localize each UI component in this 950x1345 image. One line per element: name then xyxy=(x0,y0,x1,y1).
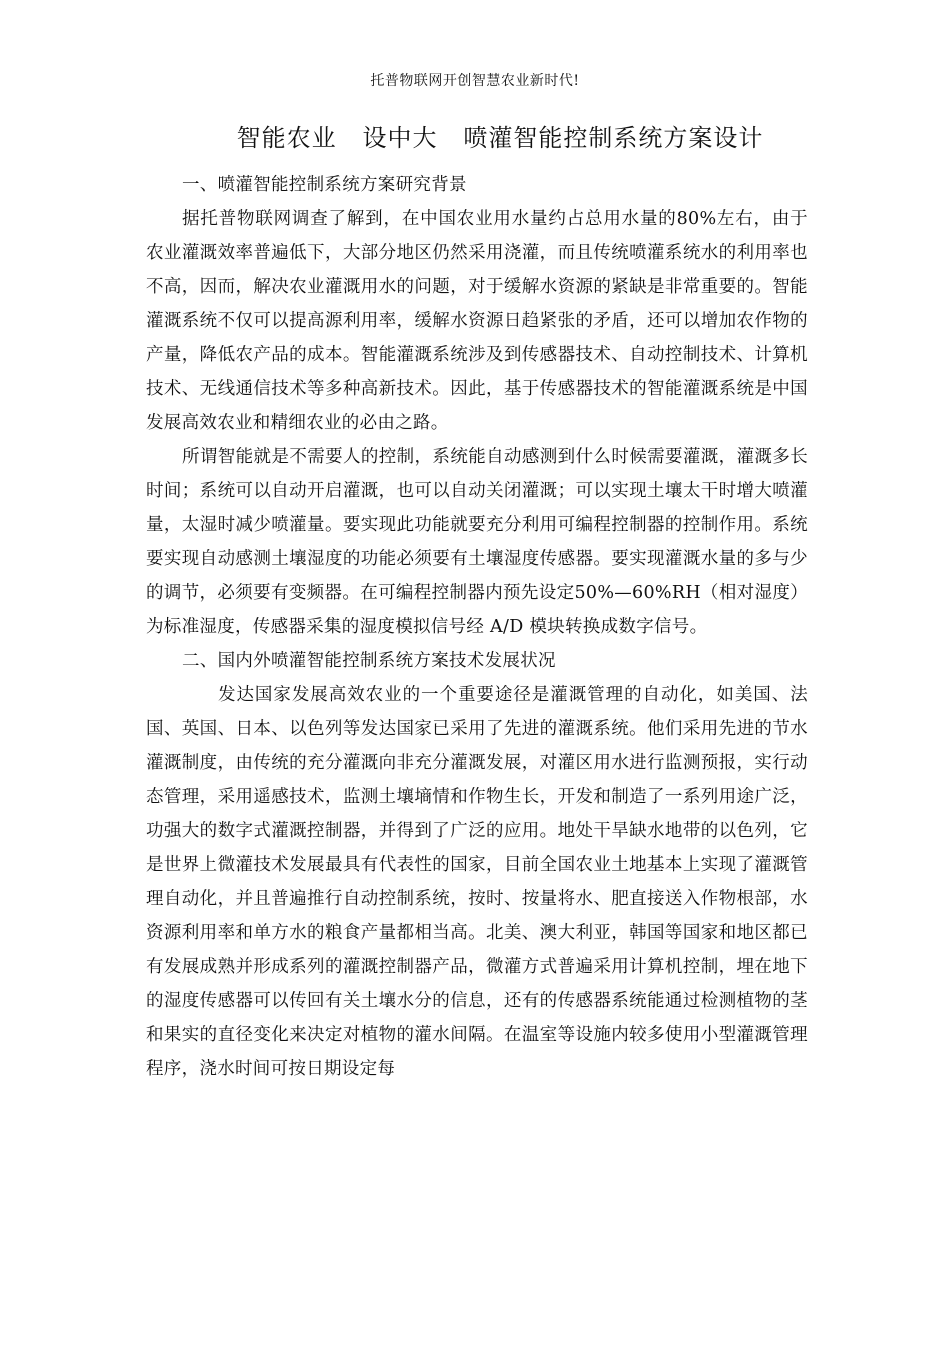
document-body xyxy=(146,168,808,1086)
section-heading-background: 一、喷灌智能控制系统方案研究背景 xyxy=(182,175,467,195)
paragraph-development-1: 发达国家发展高效农业的一个重要途径是灌溉管理的自动化，如美国、法国、英国、日本、以色列等发达国家已采用了先进的灌溉系统。他们采用先进的节水灌溉制度，由传统的充分灌溉向非充分灌溉发展，对灌区用水进行监测预报，实行动态管理，采用遥感技术，监测土壤墒情和作物生长，开发和制造了一系列用途广泛，功强大的数字式灌溉控制器，并得到了广泛的应用。地处干旱缺水地带的以色列，它是世界上微灌技术发展最具有代表性的国家，目前全国农业土地基本上实现了灌溉管理自动化，并且普遍推行自动控制系统，按时、按量将水、肥直接送入作物根部，水资源利用率和单方水的粮食产量都相当高。北美、澳大利亚，韩国等国家和地区都已有发展成熟并形成系列的灌溉控制器产品，微灌方式普遍采用计算机控制，埋在地下的湿度传感器可以传回有关土壤水分的信息，还有的传感器系统能通过检测植物的茎和果实的直径变化来决定对植物的灌水间隔。在温室等设施内较多使用小型灌溉管理程序，浇水时间可按日期设定每 xyxy=(146,685,808,1079)
document-title: 智能农业 设中大 喷灌智能控制系统方案设计 xyxy=(236,124,764,152)
paragraph-background-1: 据托普物联网调查了解到，在中国农业用水量约占总用水量的80%左右，由于农业灌溉效率普遍低下，大部分地区仍然采用浇灌，而且传统喷灌系统水的利用率也不高，因而，解决农业灌溉用水的问题，对于缓解水资源的紧缺是非常重要的。智能灌溉系统不仅可以提高源利用率，缓解水资源日趋紧张的矛盾，还可以增加农作物的产量，降低农产品的成本。智能灌溉系统涉及到传感器技术、自动控制技术、计算机技术、无线通信技术等多种高新技术。因此，基于传感器技术的智能灌溉系统是中国发展高效农业和精细农业的必由之路。 xyxy=(146,209,808,433)
section-heading-development: 二、国内外喷灌智能控制系统方案技术发展状况 xyxy=(182,651,556,671)
paragraph-background-2: 所谓智能就是不需要人的控制，系统能自动感测到什么时候需要灌溉，灌溉多长时间；系统可以自动开启灌溉，也可以自动关闭灌溉；可以实现土壤太干时增大喷灌量，太湿时减少喷灌量。要实现此功能就要充分利用可编程控制器的控制作用。系统要实现自动感测土壤湿度的功能必须要有土壤湿度传感器。要实现灌溉水量的多与少的调节，必须要有变频器。在可编程控制器内预先设定50%—60%RH（相对湿度）为标准湿度，传感器采集的湿度模拟信号经 A/D 模块转换成数字信号。 xyxy=(146,447,808,637)
page-header: 托普物联网开创智慧农业新时代! xyxy=(370,73,580,89)
